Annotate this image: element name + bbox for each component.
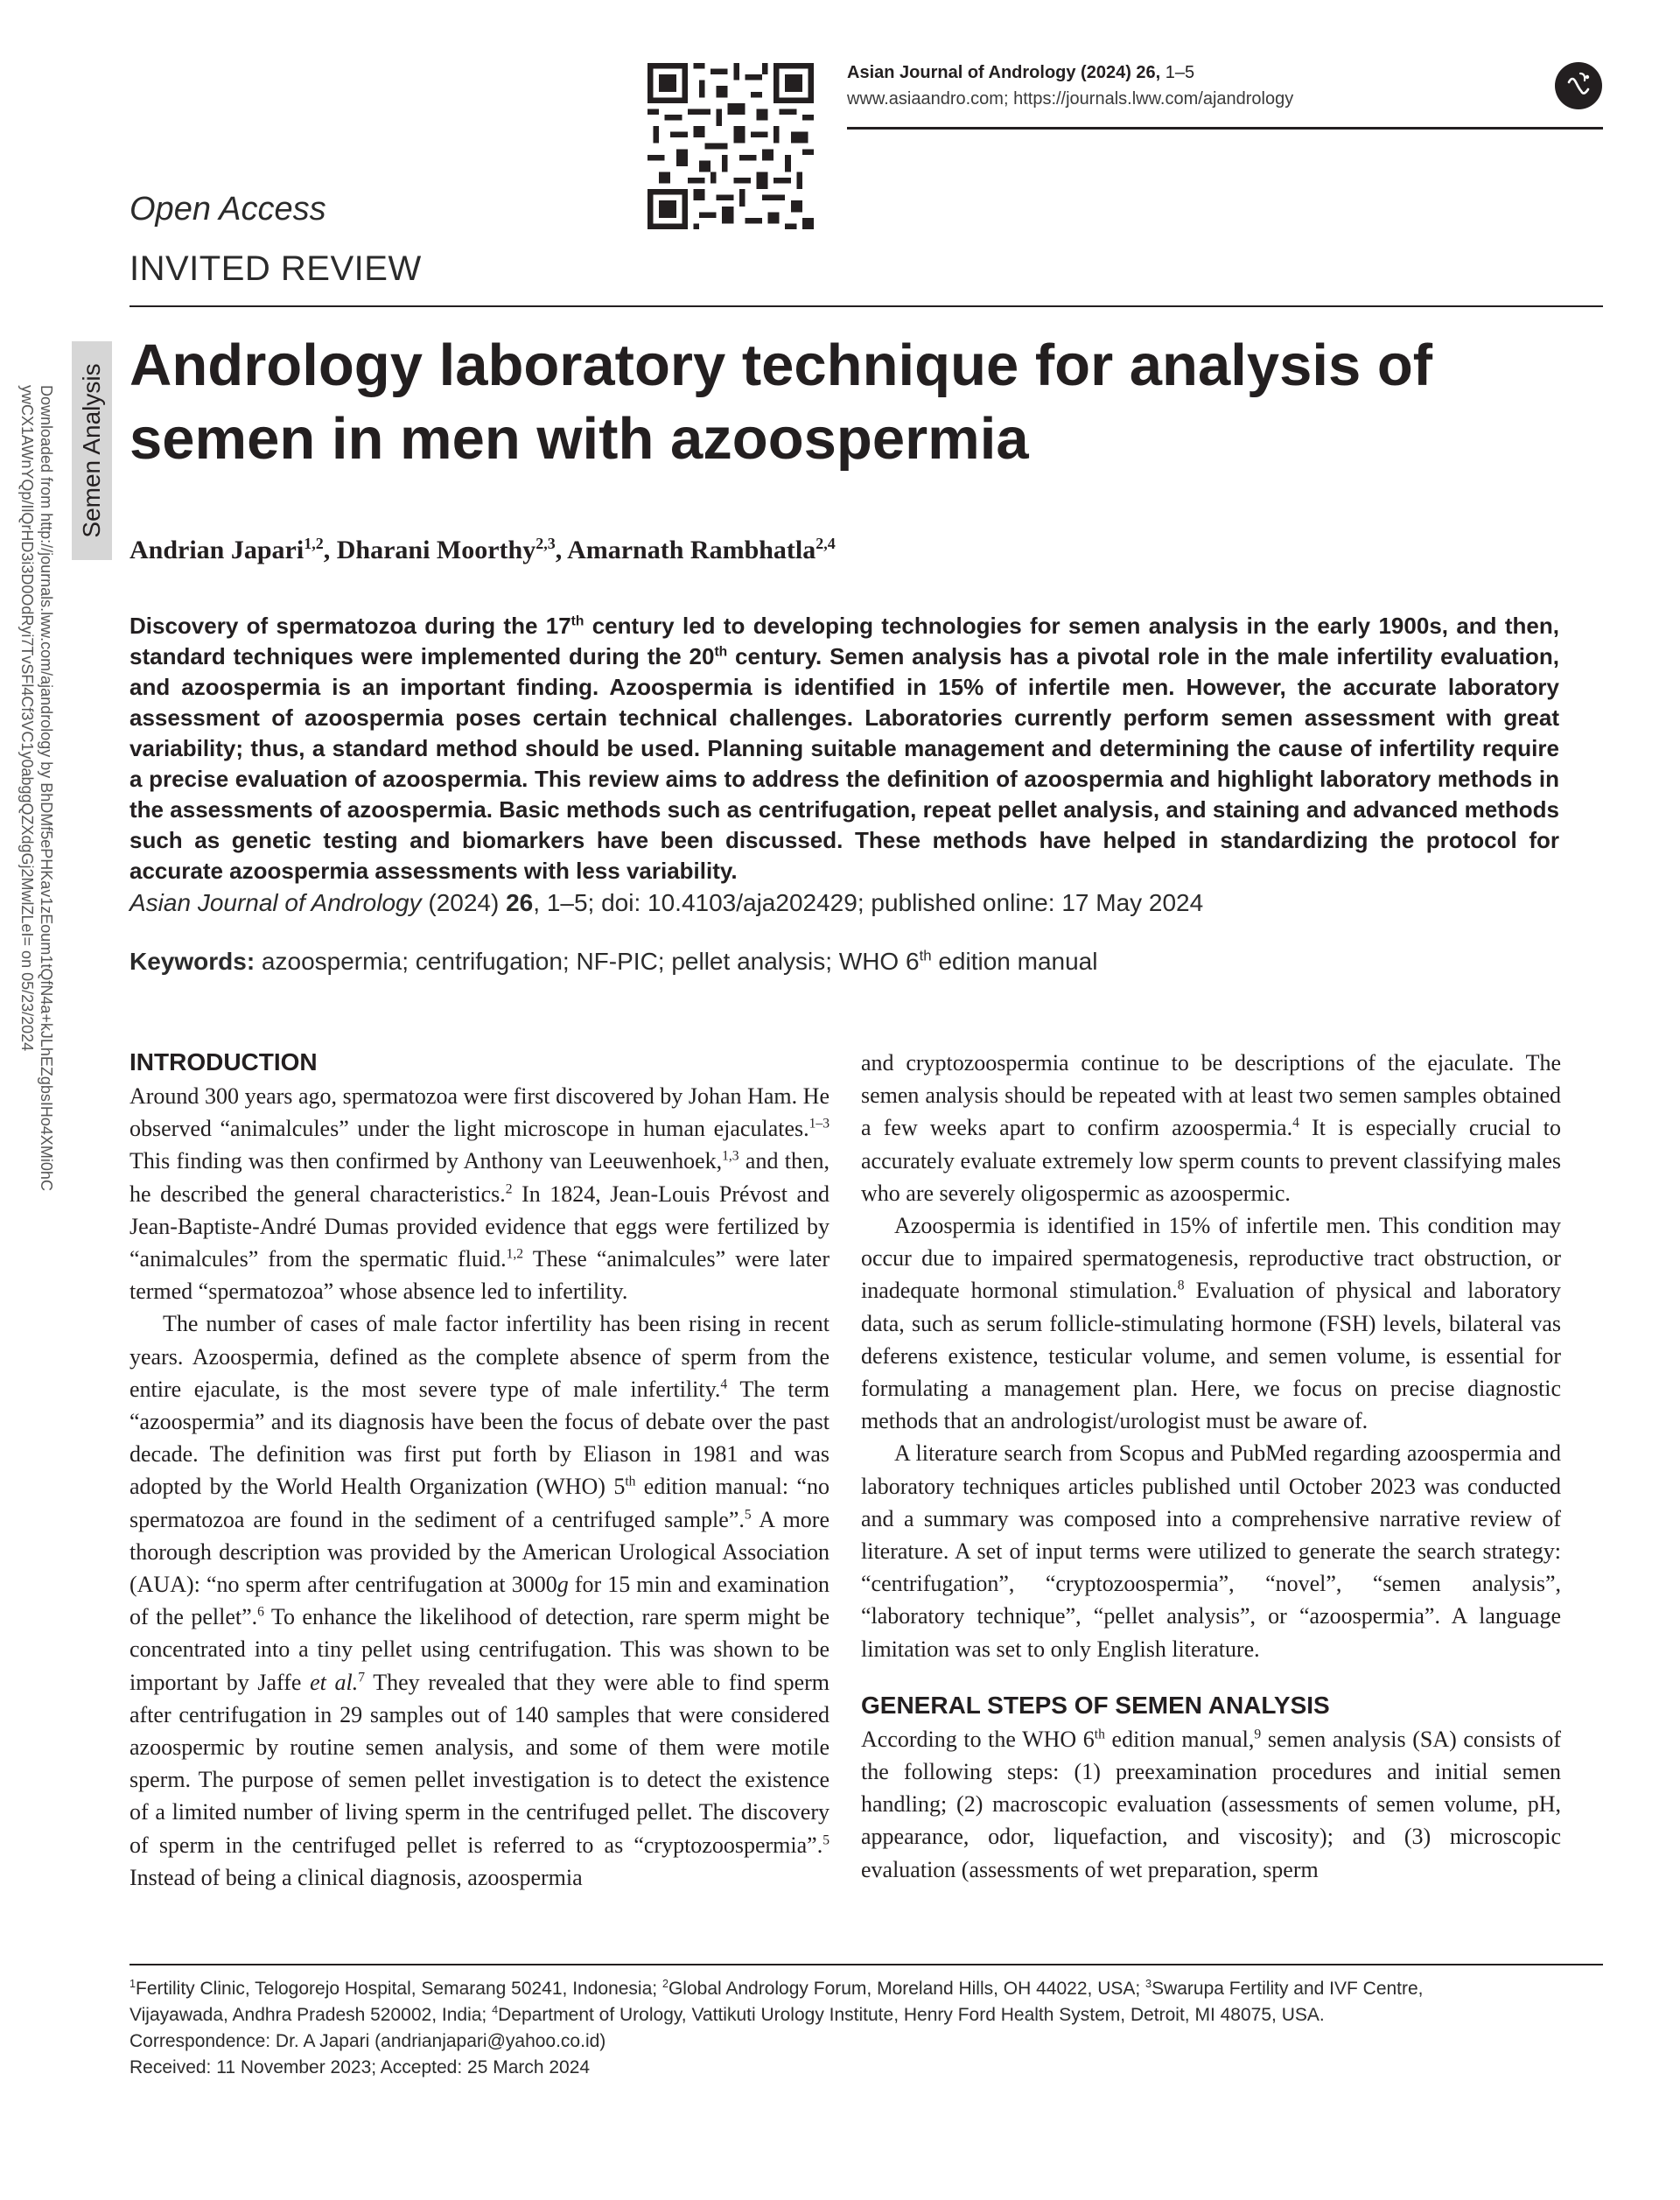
keywords [130,948,1097,976]
affiliations-continued [130,2002,1603,2028]
body-text: According to the WHO 6 [861,1726,1095,1752]
reference-sup[interactable]: 1,3 [722,1148,739,1164]
affiliation-sup: 2 [662,1978,668,1990]
author-name: Amarnath Rambhatla [567,536,816,564]
body-text: edition manual: “no spermatozoa are found in the sediment of a centrifuged sample”. [130,1474,830,1532]
article-type: INVITED REVIEW [130,249,422,288]
article-title: Andrology laboratory technique for analysis of semen in men with azoospermia [130,333,1433,472]
body-text: A more thorough description was provided by the American Urological Association (AUA): “no sperm after centrifugation at 3000 [130,1506,830,1598]
citation-rest[interactable]: , 1–5; doi: 10.4103/aja202429; published online: 17 May 2024 [533,889,1204,916]
body-paragraph [861,1723,1561,1886]
body-text: edition manual, [1104,1726,1255,1752]
footnotes [130,1976,1603,2081]
keywords-text: azoospermia; centrifugation; NF-PIC; pellet analysis; WHO 6 [255,948,920,975]
abstract-text: century led to developing technologies for semen analysis in the early 1900s, and then, standard techniques were implemented during the 20 [130,613,1559,669]
body-text: Around 300 years ago, spermatozoa were first discovered by Johan Ham. He observed “animalcules” under the light microscope in human ejaculates. [130,1083,830,1142]
body-text: It is especially crucial to accurately evaluate extremely low sperm counts to prevent classifying males who are severely oligospermic as azoospermic. [861,1115,1561,1206]
abstract [130,611,1559,886]
body-paragraph [861,1047,1561,1209]
body-column-left [130,1047,830,1894]
body-text: In 1824, Jean-Louis Prévost and Jean-Baptiste-André Dumas provided evidence that eggs were fertilized by “animalcules” from the spermatic fluid. [130,1181,830,1272]
header-rule [847,127,1603,130]
body-text: They revealed that they were able to find sperm after centrifugation in 29 samples out of 140 samples that were considered azoospermic by routine semen analysis, and some of them were motile sperm. The purpose of semen pellet investigation is to detect the existence of a limited number of living sperm in the centrifuged pellet. The discovery of sperm in the centrifuged pellet is referred to as “cryptozoospermia”. [130,1669,830,1858]
author-name: Andrian Japari [130,536,304,564]
abstract-text: Discovery of spermatozoa during the 17 [130,613,571,639]
body-text: Azoospermia is identified in 15% of infertile men. This condition may occur due to impaired spermatogenesis, reproductive tract obstruction, or inadequate hormonal stimulation. [861,1213,1561,1304]
author-affiliation: 1,2 [304,535,324,552]
reference-sup[interactable]: 2 [505,1181,513,1196]
affiliation-text: Department of Urology, Vattikuti Urology Institute, Henry Ford Health System, Detroit, MI 48075, USA. [498,2005,1325,2025]
body-paragraph [130,1080,830,1307]
author-separator: , [323,536,337,564]
journal-pages: 1–5 [1160,63,1195,82]
ordinal-sup: th [1094,1727,1105,1742]
affiliation-text: Fertility Clinic, Telogorejo Hospital, Semarang 50241, Indonesia; [136,1979,662,1999]
citation [130,889,1203,917]
reference-sup[interactable]: 1,2 [506,1246,524,1262]
keywords-label: Keywords: [130,948,256,975]
body-paragraph [130,1307,830,1894]
ordinal-sup: th [625,1474,636,1489]
body-text: To enhance the likelihood of detection, rare sperm might be concentrated into a tiny pellet using centrifugation. This was shown to be important by Jaffe [130,1604,830,1695]
affiliation-sup: 3 [1145,1978,1152,1990]
body-text: Instead of being a clinical diagnosis, azoospermia [130,1864,583,1890]
citation-year: (2024) [421,889,507,916]
author-affiliation: 2,4 [816,535,836,552]
body-column-right [861,1047,1561,1886]
reference-sup[interactable]: 5 [822,1832,830,1848]
body-text: This finding was then confirmed by Anthony van Leeuwenhoek, [130,1148,723,1174]
body-text: Evaluation of physical and laboratory data, such as serum follicle-stimulating hormone (FSH) levels, bilateral vas deferens existence, testicular volume, and semen volume, is essential for formulating a management plan. Here, we focus on precise diagnostic methods that an andrologist/urologist must be aware of. [861,1278,1561,1434]
ordinal-sup: th [714,644,728,660]
affiliation-text: Swarupa Fertility and IVF Centre, [1152,1979,1424,1999]
unit-g: g [556,1572,569,1598]
section-side-tab-label: Semen Analysis [78,363,105,538]
qr-code[interactable] [648,63,814,229]
journal-logo-icon [1554,61,1603,110]
reference-sup[interactable]: 5 [744,1506,752,1522]
affiliations [130,1976,1603,2002]
body-text: and then, he described the general characteristics. [130,1148,830,1207]
download-watermark-line-2: ywCX1AWnYQp/IlQrHD3i3D0OdRyi7TvSFl4Cf3VC1y0abggQZXdgGj2MwlZLeI= on 05/23/2024 [18,385,36,1052]
affiliation-text: Global Andrology Forum, Moreland Hills, OH 44022, USA; [668,1979,1146,1999]
footnote-rule [130,1964,1603,1965]
et-al: et al. [310,1669,359,1695]
body-text: These “animalcules” were later termed “spermatozoa” whose absence led to infertility. [130,1246,830,1305]
body-text: for 15 min and examination of the pellet”. [130,1572,830,1630]
affiliation-sup: 1 [130,1978,136,1990]
citation-journal: Asian Journal of Andrology [130,889,422,916]
reference-sup[interactable]: 8 [1177,1278,1185,1293]
reference-sup[interactable]: 9 [1254,1727,1262,1742]
body-paragraph: A literature search from Scopus and PubMed regarding azoospermia and laboratory techniques articles published until October 2023 was conducted and a summary was composed into a comprehensive narrative review of literature. A set of input terms were utilized to generate the search strategy: “centrifugation”, “cryptozoospermia”, “novel”, “semen analysis”, “laboratory technique”, “pellet analysis”, or “azoospermia”. A language limitation was set to only English literature. [861,1440,1561,1662]
open-access-label: Open Access [130,191,326,228]
citation-volume: 26 [506,889,534,916]
received-dates: Received: 11 November 2023; Accepted: 25 March 2024 [130,2057,591,2077]
abstract-text: century. Semen analysis has a pivotal role in the male infertility evaluation, and azoospermia is an important finding. Azoospermia is identified in 15% of infertile men. However, the accurate laboratory assessment of azoospermia poses certain technical challenges. Laboratories currently perform semen assessment with great variability; thus, a standard method should be used. Planning suitable management and determining the cause of infertility require a precise evaluation of azoospermia. This review aims to address the definition of azoospermia and highlight laboratory methods in the assessments of azoospermia. Basic methods such as centrifugation, repeat pellet analysis, and staining and advanced methods such as genetic testing and biomarkers have been discussed. These methods have helped in standardizing the protocol for accurate azoospermia assessments with less variability. [130,643,1559,884]
download-watermark [18,385,56,1391]
journal-header [847,63,1194,83]
affiliation-sup: 4 [492,2004,499,2016]
body-text: and cryptozoospermia continue to be descriptions of the ejaculate. The semen analysis should be repeated with at least two semen samples obtained a few weeks apart to confirm azoospermia. [861,1050,1561,1141]
ordinal-sup: th [919,947,932,964]
section-heading-introduction: INTRODUCTION [130,1048,318,1075]
affiliation-text: Vijayawada, Andhra Pradesh 520002, India; [130,2005,493,2025]
author-name: Dharani Moorthy [336,536,536,564]
body-text: semen analysis (SA) consists of the following steps: (1) preexamination procedures and initial semen handling; (2) macroscopic evaluation (assessments of semen volume, pH, appearance, odor, liquefaction, and viscosity); and (3) microscopic evaluation (assessments of wet preparation, sperm [861,1726,1561,1882]
author-affiliation: 2,3 [536,535,556,552]
download-watermark-line-1: Downloaded from http://journals.lww.com/ajandrology by BhDMf5ePHKav1zEoum1tQfN4a+kJLhEZgbsIHo4XMi0hC [38,385,55,1191]
reference-sup[interactable]: 4 [720,1377,728,1392]
author-separator: , [555,536,568,564]
reference-sup[interactable]: 7 [358,1670,366,1685]
reference-sup[interactable]: 4 [1292,1115,1299,1131]
correspondence[interactable]: Correspondence: Dr. A Japari (andrianjapari@yahoo.co.id) [130,2031,606,2051]
article-type-rule [130,305,1603,307]
journal-urls[interactable]: www.asiaandro.com; https://journals.lww.com/ajandrology [847,89,1294,109]
body-text: The term “azoospermia” and its diagnosis have been the focus of debate over the past decade. The definition was first put forth by Eliason in 1981 and was adopted by the World Health Organization (WHO) 5 [130,1376,830,1500]
ordinal-sup: th [570,613,584,629]
body-paragraph [861,1209,1561,1437]
body-text: The number of cases of male factor infertility has been rising in recent years. Azoospermia, defined as the complete absence of sperm from the entire ejaculate, is the most severe type of male infertility. [130,1311,830,1402]
journal-name: Asian Journal of Andrology (2024) 26, [847,63,1161,82]
section-side-tab [72,341,112,560]
section-heading-general-steps: GENERAL STEPS OF SEMEN ANALYSIS [861,1691,1330,1719]
keywords-text: edition manual [931,948,1098,975]
reference-sup[interactable]: 6 [257,1604,264,1620]
reference-sup[interactable]: 1–3 [808,1116,830,1132]
author-list [130,536,836,565]
